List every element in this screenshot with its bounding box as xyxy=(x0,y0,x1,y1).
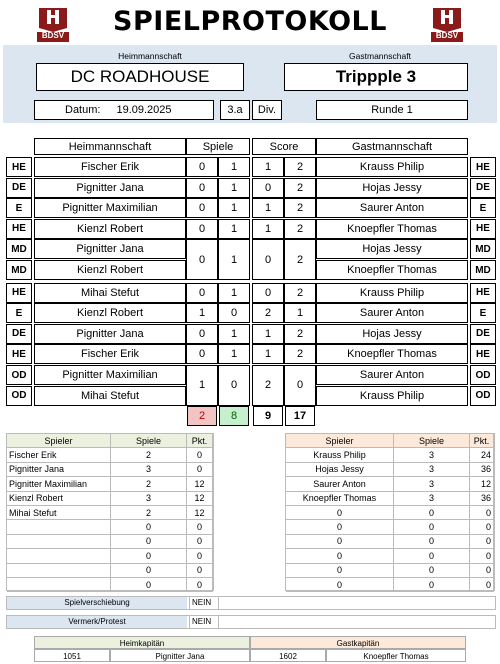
away-player-stats xyxy=(285,433,495,591)
match-score-away: 2 xyxy=(284,324,316,344)
header-home: Heimmannschaft xyxy=(34,138,186,155)
total-score-away: 17 xyxy=(285,406,315,426)
stats-player: 0 xyxy=(286,506,394,520)
stats-points: 0 xyxy=(187,463,213,477)
match-home-player: Fischer Erik xyxy=(34,344,186,364)
stats-games: 3 xyxy=(394,448,470,462)
stats-games: 3 xyxy=(111,463,187,477)
match-away-player: Knoepfler Thomas xyxy=(316,219,468,239)
match-away-player: Saurer Anton xyxy=(316,365,468,385)
stats-player: Fischer Erik xyxy=(7,448,111,462)
match-type-home: HE xyxy=(6,219,32,239)
home-team-label: Heimmannschaft xyxy=(118,51,182,61)
match-games-away: 1 xyxy=(218,198,250,218)
match-games-away: 1 xyxy=(218,324,250,344)
stats-points: 0 xyxy=(470,535,494,549)
away-captain-label: Gastkapitän xyxy=(250,636,466,649)
match-home-player: Pignitter Jana xyxy=(34,324,186,344)
match-score-home: 1 xyxy=(252,324,284,344)
division-label: Div. xyxy=(252,100,282,120)
match-home-player: Mihai Stefut xyxy=(34,386,186,406)
double-games-home: 0 xyxy=(186,239,218,280)
stats-player xyxy=(7,535,111,549)
home-captain-name: Pignitter Jana xyxy=(110,649,250,662)
match-score-away: 2 xyxy=(284,219,316,239)
match-away-player: Knoepfler Thomas xyxy=(316,344,468,364)
match-type-home: MD xyxy=(6,260,32,280)
stats-points: 24 xyxy=(470,448,494,462)
match-score-home: 0 xyxy=(252,178,284,198)
stats-player: Mihai Stefut xyxy=(7,506,111,520)
home-captain-id: 1051 xyxy=(34,649,110,662)
match-games-away: 1 xyxy=(218,283,250,303)
match-type-home: HE xyxy=(6,157,32,177)
division-number: 3.a xyxy=(220,100,250,120)
match-home-player: Fischer Erik xyxy=(34,157,186,177)
stats-player: Pignitter Jana xyxy=(7,463,111,477)
match-games-home: 1 xyxy=(186,303,218,323)
stats-points: 0 xyxy=(187,520,213,534)
double-games-home: 1 xyxy=(186,365,218,406)
stats-player xyxy=(7,564,111,578)
bdsv-logo-right xyxy=(427,4,467,44)
match-away-player: Hojas Jessy xyxy=(316,324,468,344)
match-type-home: OD xyxy=(6,365,32,385)
postponement-row xyxy=(6,596,496,610)
home-player-stats xyxy=(6,433,214,591)
stats-player xyxy=(7,520,111,534)
stats-points: 0 xyxy=(470,520,494,534)
match-type-home: MD xyxy=(6,239,32,259)
stats-points: 12 xyxy=(470,477,494,491)
stats-games: 0 xyxy=(394,564,470,578)
stats-player: Kienzl Robert xyxy=(7,492,111,506)
stats-player: 0 xyxy=(286,520,394,534)
home-captain-label: Heimkapitän xyxy=(34,636,250,649)
total-games-home: 2 xyxy=(187,406,217,426)
stats-player: 0 xyxy=(286,578,394,592)
stats-games: 2 xyxy=(111,448,187,462)
match-score-home: 2 xyxy=(252,303,284,323)
match-games-home: 0 xyxy=(186,198,218,218)
stats-games: 0 xyxy=(394,549,470,563)
stats-games: 3 xyxy=(394,477,470,491)
match-games-home: 0 xyxy=(186,157,218,177)
match-away-player: Krauss Philip xyxy=(316,386,468,406)
match-score-home: 1 xyxy=(252,344,284,364)
stats-player: Hojas Jessy xyxy=(286,463,394,477)
away-team-label: Gastmannschaft xyxy=(349,51,411,61)
stats-points: 0 xyxy=(187,564,213,578)
stats-points: 0 xyxy=(187,535,213,549)
match-away-player: Krauss Philip xyxy=(316,283,468,303)
match-score-home: 0 xyxy=(252,283,284,303)
stats-games: 3 xyxy=(394,463,470,477)
stats-points: 36 xyxy=(470,492,494,506)
match-games-home: 0 xyxy=(186,283,218,303)
page-title: SPIELPROTOKOLL xyxy=(113,6,387,37)
stats-header: Spieler xyxy=(286,434,394,448)
logo-text-right: BDSV xyxy=(435,31,459,40)
match-games-away: 1 xyxy=(218,178,250,198)
match-home-player: Kienzl Robert xyxy=(34,219,186,239)
protest-row xyxy=(6,615,496,629)
stats-games: 2 xyxy=(111,477,187,491)
match-type-home: OD xyxy=(6,386,32,406)
match-type-away: HE xyxy=(470,283,496,303)
postponement-label: Spielverschiebung xyxy=(7,597,187,609)
double-score-home: 2 xyxy=(252,365,284,406)
total-score-home: 9 xyxy=(253,406,283,426)
match-games-away: 1 xyxy=(218,157,250,177)
stats-games: 0 xyxy=(111,564,187,578)
stats-games: 0 xyxy=(394,520,470,534)
stats-player: Krauss Philip xyxy=(286,448,394,462)
match-score-home: 1 xyxy=(252,219,284,239)
match-games-away: 1 xyxy=(218,344,250,364)
stats-player: 0 xyxy=(286,549,394,563)
match-home-player: Mihai Stefut xyxy=(34,283,186,303)
match-away-player: Krauss Philip xyxy=(316,157,468,177)
match-away-player: Hojas Jessy xyxy=(316,239,468,259)
match-score-away: 2 xyxy=(284,157,316,177)
stats-player: Saurer Anton xyxy=(286,477,394,491)
match-type-away: HE xyxy=(470,157,496,177)
match-type-home: DE xyxy=(6,178,32,198)
double-games-away: 0 xyxy=(218,365,250,406)
logo-text-left: BDSV xyxy=(41,31,65,40)
stats-player: 0 xyxy=(286,564,394,578)
stats-points: 0 xyxy=(187,578,213,592)
match-type-away: DE xyxy=(470,324,496,344)
stats-games: 3 xyxy=(111,492,187,506)
stats-games: 0 xyxy=(111,549,187,563)
stats-header: Pkt. xyxy=(187,434,213,448)
stats-header: Spiele xyxy=(111,434,187,448)
match-type-away: E xyxy=(470,303,496,323)
stats-player: 0 xyxy=(286,535,394,549)
match-type-home: HE xyxy=(6,283,32,303)
match-type-away: MD xyxy=(470,260,496,280)
stats-points: 0 xyxy=(470,506,494,520)
postponement-value: NEIN xyxy=(189,597,219,609)
match-type-away: OD xyxy=(470,365,496,385)
stats-player xyxy=(7,578,111,592)
match-score-away: 2 xyxy=(284,178,316,198)
home-team-name: DC ROADHOUSE xyxy=(36,63,244,91)
match-home-player: Kienzl Robert xyxy=(34,260,186,280)
stats-games: 2 xyxy=(111,506,187,520)
match-type-away: OD xyxy=(470,386,496,406)
match-away-player: Saurer Anton xyxy=(316,198,468,218)
header-games: Spiele xyxy=(186,138,250,155)
stats-points: 0 xyxy=(470,578,494,592)
match-games-home: 0 xyxy=(186,178,218,198)
match-type-away: MD xyxy=(470,239,496,259)
away-captain-id: 1602 xyxy=(250,649,326,662)
match-home-player: Pignitter Jana xyxy=(34,239,186,259)
stats-points: 0 xyxy=(470,564,494,578)
total-games-away: 8 xyxy=(219,406,249,426)
away-team-name: Trippple 3 xyxy=(284,63,468,91)
protest-value: NEIN xyxy=(189,616,219,628)
stats-points: 0 xyxy=(187,549,213,563)
stats-points: 12 xyxy=(187,477,213,491)
date-value: 19.09.2025 xyxy=(116,104,172,116)
bdsv-logo-left xyxy=(33,4,73,44)
match-home-player: Pignitter Maximilian xyxy=(34,365,186,385)
stats-games: 3 xyxy=(394,492,470,506)
header-away: Gastmannschaft xyxy=(316,138,468,155)
round-field: Runde 1 xyxy=(316,100,468,120)
match-type-home: DE xyxy=(6,324,32,344)
protest-label: Vermerk/Protest xyxy=(7,616,187,628)
away-captain-name: Knoepfler Thomas xyxy=(326,649,466,662)
stats-points: 0 xyxy=(187,448,213,462)
stats-games: 0 xyxy=(394,506,470,520)
match-type-away: HE xyxy=(470,344,496,364)
stats-games: 0 xyxy=(394,578,470,592)
stats-points: 36 xyxy=(470,463,494,477)
stats-points: 0 xyxy=(470,549,494,563)
double-score-away: 0 xyxy=(284,365,316,406)
match-score-home: 1 xyxy=(252,198,284,218)
stats-points: 12 xyxy=(187,492,213,506)
stats-points: 12 xyxy=(187,506,213,520)
header-score: Score xyxy=(252,138,316,155)
stats-header: Spiele xyxy=(394,434,470,448)
match-type-home: E xyxy=(6,198,32,218)
stats-header: Pkt. xyxy=(470,434,494,448)
stats-games: 0 xyxy=(111,520,187,534)
match-games-home: 0 xyxy=(186,344,218,364)
double-score-home: 0 xyxy=(252,239,284,280)
match-score-away: 2 xyxy=(284,344,316,364)
date-field xyxy=(34,100,214,120)
stats-header: Spieler xyxy=(7,434,111,448)
match-games-home: 0 xyxy=(186,324,218,344)
match-type-home: E xyxy=(6,303,32,323)
match-score-away: 1 xyxy=(284,303,316,323)
match-games-home: 0 xyxy=(186,219,218,239)
match-away-player: Hojas Jessy xyxy=(316,178,468,198)
match-home-player: Kienzl Robert xyxy=(34,303,186,323)
match-games-away: 0 xyxy=(218,303,250,323)
match-away-player: Knoepfler Thomas xyxy=(316,260,468,280)
match-home-player: Pignitter Jana xyxy=(34,178,186,198)
match-type-away: E xyxy=(470,198,496,218)
match-home-player: Pignitter Maximilian xyxy=(34,198,186,218)
stats-games: 0 xyxy=(111,578,187,592)
match-score-away: 2 xyxy=(284,198,316,218)
match-type-away: DE xyxy=(470,178,496,198)
match-games-away: 1 xyxy=(218,219,250,239)
match-score-away: 2 xyxy=(284,283,316,303)
stats-games: 0 xyxy=(111,535,187,549)
double-games-away: 1 xyxy=(218,239,250,280)
stats-player: Pignitter Maximilian xyxy=(7,477,111,491)
match-type-home: HE xyxy=(6,344,32,364)
double-score-away: 2 xyxy=(284,239,316,280)
date-label: Datum: xyxy=(65,104,101,116)
match-score-home: 1 xyxy=(252,157,284,177)
stats-player xyxy=(7,549,111,563)
stats-player: Knoepfler Thomas xyxy=(286,492,394,506)
match-away-player: Saurer Anton xyxy=(316,303,468,323)
stats-games: 0 xyxy=(394,535,470,549)
match-type-away: HE xyxy=(470,219,496,239)
